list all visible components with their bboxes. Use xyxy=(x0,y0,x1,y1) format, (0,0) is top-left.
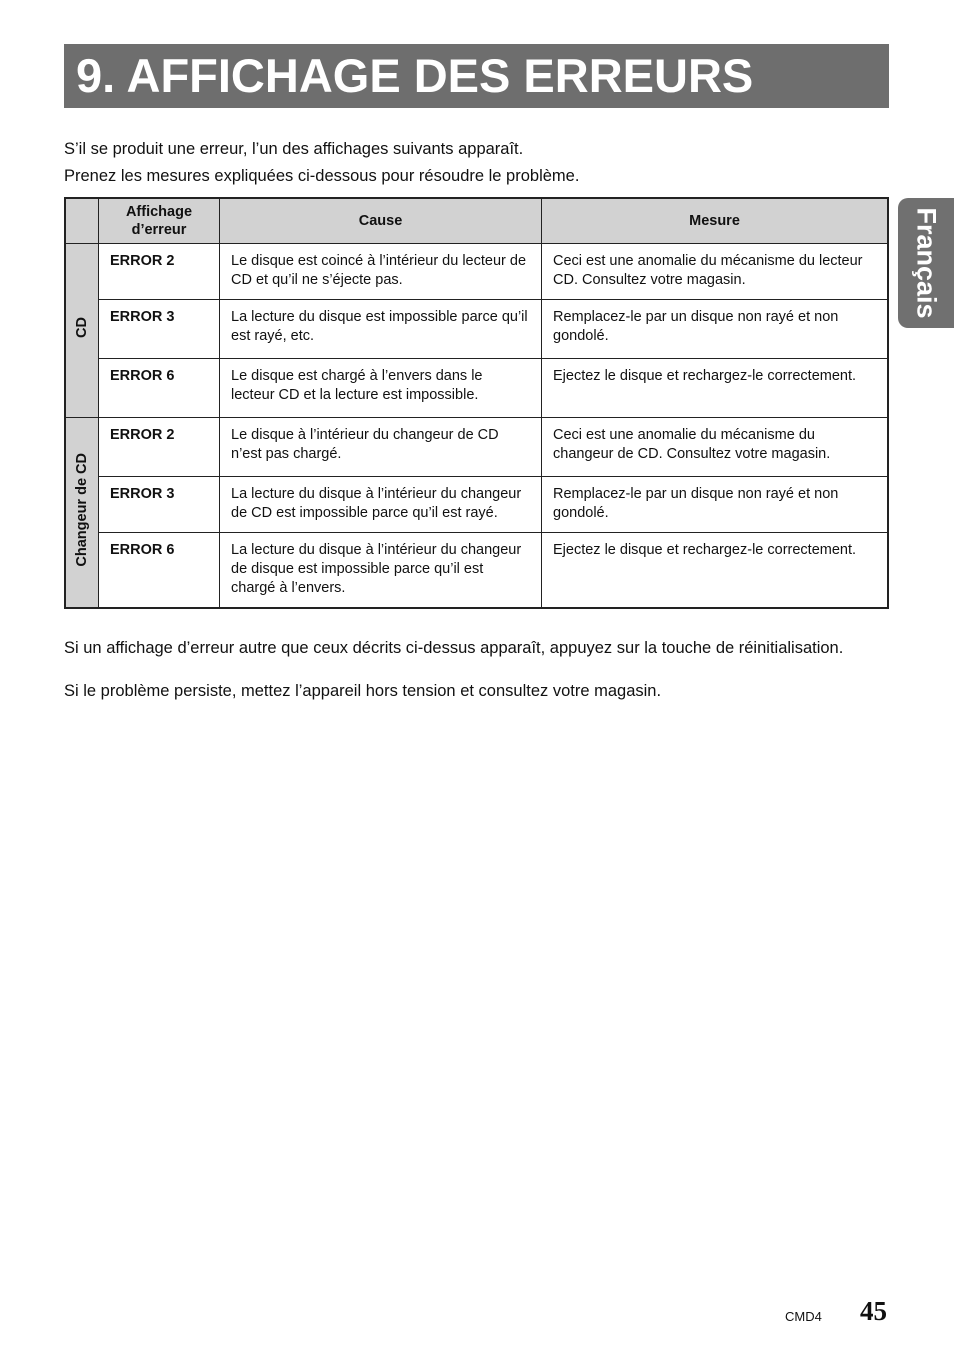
error-measure: Ceci est une anomalie du mécanisme du lecteur CD. Consultez votre magasin. xyxy=(542,244,889,300)
error-cause: La lecture du disque à l’intérieur du changeur de disque est impossible parce qu’il est chargé à l’envers. xyxy=(220,533,542,609)
error-measure: Ceci est une anomalie du mécanisme du changeur de CD. Consultez votre magasin. xyxy=(542,418,889,477)
error-table xyxy=(64,197,889,609)
group-changer xyxy=(65,418,99,609)
section-title-bar xyxy=(64,44,889,108)
error-measure: Ejectez le disque et rechargez-le correctement. xyxy=(542,359,889,418)
table-row xyxy=(65,359,888,418)
language-tab xyxy=(898,198,954,328)
table-row xyxy=(65,477,888,533)
error-cause: Le disque est chargé à l’envers dans le lecteur CD et la lecture est impossible. xyxy=(220,359,542,418)
outro-line-1: Si un affichage d’erreur autre que ceux décrits ci-dessus apparaît, appuyez sur la touche de réinitialisation. xyxy=(64,639,844,657)
error-measure: Remplacez-le par un disque non rayé et non gondolé. xyxy=(542,300,889,359)
error-cause: Le disque est coincé à l’intérieur du lecteur de CD et qu’il ne s’éjecte pas. xyxy=(220,244,542,300)
table-row xyxy=(65,300,888,359)
table-row xyxy=(65,533,888,609)
error-code: ERROR 2 xyxy=(99,244,220,300)
table-row xyxy=(65,244,888,300)
error-code: ERROR 3 xyxy=(99,477,220,533)
error-measure: Ejectez le disque et rechargez-le correctement. xyxy=(542,533,889,609)
outro-line-2: Si le problème persiste, mettez l’appareil hors tension et consultez votre magasin. xyxy=(64,682,662,700)
error-code: ERROR 6 xyxy=(99,359,220,418)
error-cause: La lecture du disque à l’intérieur du changeur de CD est impossible parce qu’il est rayé. xyxy=(220,477,542,533)
header-group-cell xyxy=(65,198,99,244)
language-tab-label: Français xyxy=(911,207,942,319)
group-cd xyxy=(65,244,99,418)
header-measure: Mesure xyxy=(542,198,889,244)
intro-line-1: S’il se produit une erreur, l’un des affichages suivants apparaît. xyxy=(64,140,524,158)
error-measure: Remplacez-le par un disque non rayé et non gondolé. xyxy=(542,477,889,533)
table-header-row xyxy=(65,198,888,244)
page-number: 45 xyxy=(860,1296,887,1326)
page-title: 9. AFFICHAGE DES ERREURS xyxy=(76,49,754,102)
group-label: Changeur de CD xyxy=(73,452,90,567)
error-code: ERROR 2 xyxy=(99,418,220,477)
error-cause: La lecture du disque est impossible parce qu’il est rayé, etc. xyxy=(220,300,542,359)
footer-model: CMD4 xyxy=(785,1309,822,1324)
error-code: ERROR 6 xyxy=(99,533,220,609)
header-cause: Cause xyxy=(220,198,542,244)
intro-line-2: Prenez les mesures expliquées ci-dessous pour résoudre le problème. xyxy=(64,167,580,185)
group-label: CD xyxy=(73,317,90,338)
error-code: ERROR 3 xyxy=(99,300,220,359)
table-row xyxy=(65,418,888,477)
header-display: Affichage d’erreur xyxy=(99,198,220,244)
error-cause: Le disque à l’intérieur du changeur de CD n’est pas chargé. xyxy=(220,418,542,477)
